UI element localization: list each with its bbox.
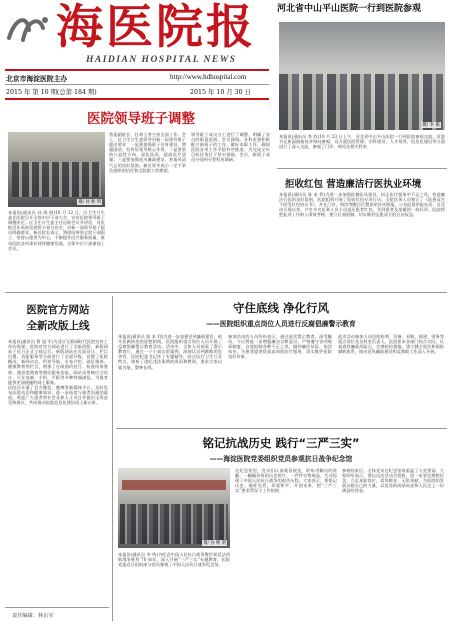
leadership-col1: 本报讯(通讯员 孙 海 朋)10 月 12 日，区卫生计生委在医院召开全体中层干部大会，宣布医院领导班子调整决定。区卫生计生委主任出席会议并讲话，对医院近年来的发展给予充分肯定，对新一届领导班子提出明确要求。新任院长表示，将团结带领全院干部职工，坚持以患者为中心，不断提升医疗服务质量，推动医院各项事业持续健康发展。全体中层干部参加了会议。 xyxy=(8,210,105,251)
masthead-rule-bottom xyxy=(5,98,269,100)
integrity-col2: 参加活动的人员纷纷表示，通过此次警示教育，深受触动，今后将进一步增强廉洁自律意识，严格遵守各项规章制度，自觉抵制各种不正之风，做到廉洁从医、依法执业，为患者提供优质高效的医疗服务，切实维护医院良好形象。 xyxy=(228,334,332,360)
history-col1: 本报讯(通讯员 李 鸣)为纪念中国人民抗日战争暨世界反法西斯战争胜利 70 周年，深入开展“三严三实”专题教育，医院党委近日组织部分党员参观了中国人民抗日战争纪念馆。 xyxy=(118,552,230,568)
integrity-col3: 此次活动参加人员包括药剂、设备、采购、基建、财务等重点岗位及各科室负责人。医院要求各部门结合实际，认真查找廉政风险点，完善防控措施，建立健全惩治和预防腐败体系，推动党风廉政建设和反腐败工作深入开展。 xyxy=(338,334,444,355)
masthead-rule-mid xyxy=(5,84,269,85)
leadership-photo xyxy=(8,132,105,207)
top-right-photo-caption: 摄/ 李 歌 xyxy=(422,123,440,128)
masthead-date: 2015 年 10 月 30 日 xyxy=(190,89,251,96)
integrity-col1: 本报讯(通讯员 陈 本 利)为进一步加强党风廉政建设，筑牢拒腐防变的思想防线，医院组织重点岗位人员开展了反腐倡廉警示教育活动。活动中，全体人员观看了警示教育片，通过一个个真实的案例，深刻认识到腐败的危害性。医院纪委书记作了专题辅导，结合医疗卫生行业特点，剖析了违纪违法案例的成因和教训，要求大家以案为鉴，警钟长鸣。 xyxy=(118,334,222,370)
masthead-logo xyxy=(5,8,55,48)
divider-lower xyxy=(116,428,447,429)
divider-vertical xyxy=(112,296,113,621)
history-photo-caption: 摄/ 孙 继 明 xyxy=(203,541,226,546)
leadership-photo-caption: 摄/ 孙 继 明 xyxy=(78,200,101,205)
history-headline: 铭记抗战历史 践行“三严三实” xyxy=(202,436,360,450)
masthead-issue: 2015 年 第 10 期(总第 184 期) xyxy=(6,89,97,96)
website-body: 本报讯(通讯员 曹 旭 军)为适应互联网时代医院宣传工作的需要，医院对官方网站进行了全新改版，新版网站于近日正式上线运行。新版网站在页面设计、栏目设置、功能服务等方面进行了全面升级，设置了医院概况、新闻动态、科室导航、专家介绍、就医指南、健康教育等栏目，增加了在线预约挂号、检查结果查询、满意度调查等便民服务功能。网站采用响应式设计，可在电脑、手机、平板等多种终端浏览，为患者提供更加便捷的网上服务。 医院还开通了官方微信、微博等新媒体平台，及时发布医院动态和健康知识，进一步拓宽与患者沟通的渠道。欢迎广大患者和社会各界人士关注并提出宝贵意见和建议，共同推动医院信息化建设再上新台阶。 xyxy=(8,339,108,406)
top-right-headline: 河北省中山平山医院一行到医院参观 xyxy=(277,4,422,14)
top-right-photo xyxy=(279,22,445,130)
leadership-col2: 常委副院长、任命王秀主持全面工作。会上，区卫生计生委领导对新一届领导班子提出要求：一是要加强班子自身建设，增强团结，发挥好领导核心作用；二是要坚持公益性方向，深化医改，提高医疗质量；三是要加强党风廉政建设，营造风清气正的良好氛围。新任领导表示一定不辜负组织的信任和全院职工的期望。 xyxy=(109,132,186,173)
divider-main xyxy=(5,292,447,293)
editor-rule xyxy=(5,607,109,608)
masthead-english: HAIDIAN HOSPITAL NEWS xyxy=(86,55,237,65)
hospital-logo-icon xyxy=(5,8,55,48)
history-col3: 参观结束后，全体党员在纪念馆前重温了入党誓词。大家纷纷表示，要以这次活动为契机，进一步坚定理想信念，立足本职岗位，爱岗敬业，无私奉献，为医院的发展贡献自己的力量，以优异的成绩向党和人民交上一份满意的答卷。 xyxy=(342,468,444,494)
website-headline-line2: 全新改版上线 xyxy=(26,320,90,332)
masthead-rule-top xyxy=(5,69,269,71)
website-headline-line1: 医院官方网站 xyxy=(26,304,90,316)
masthead-url[interactable]: http://www.hdhospital.com xyxy=(170,73,247,81)
integrity-subhead: ——医院组织重点岗位人员进行反腐倡廉警示教育 xyxy=(206,320,356,328)
top-right-body: 本报讯(通讯员 李 欣)10 月 23 日上午，河北省中山平山医院一行到医院参观交流。党委书记崔淑娟接待并陪同参观，双方就医院管理、学科建设、人才培养、信息化建设等方面进行了深入交流，参观了门诊、病房及相关科室。 xyxy=(279,134,445,150)
masthead-sponsor: 北京市海淀医院主办 xyxy=(6,75,68,83)
leadership-col3: 领导班子成员分工进行了调整，明确了各自的职责范围。会议强调，各科室要积极配合新班子的工作，做好本职工作，确保医院各项工作平稳有序推进，为完成全年目标任务打下坚实基础。会后，新班子成员分别到分管科室调研。 xyxy=(191,132,270,163)
leadership-headline: 医院领导班子调整 xyxy=(87,111,195,127)
integrity-headline: 守住底线 净化行风 xyxy=(232,301,329,315)
masthead-title: 海医院报 xyxy=(56,0,256,55)
editor-credit: 责任编辑：林京军 xyxy=(12,613,54,619)
history-photo xyxy=(118,468,230,548)
history-col2: 在纪念馆里，党员们认真观看展览，聆听讲解员的讲解，一幅幅珍贵的历史图片、一件件实物展品，生动再现了中国人民抗日战争的艰苦历程。大家表示，要铭记历史、缅怀先烈，珍爱和平、开创未来，把“三严三实”要求贯穿于工作始终。 xyxy=(235,468,337,494)
divider-right-1 xyxy=(277,168,447,169)
red-envelope-headline: 拒收红包 营造廉洁行医执业环境 xyxy=(285,179,422,190)
red-envelope-body: 本报讯(通讯员 陈 本 利)为进一步加强医德医风建设，纠正医疗服务中不正之风，营造廉洁行医的良好氛围，医院组织开展了拒收红包专项行动。全院医务人员签订了《医患双方不收受红包协议书》，并在门诊、病房等醒目位置张贴宣传海报，公布监督举报电话。自活动开展以来，共有多名医务人员主动退还患者红包，受到患者及家属的一致好评。医院将把此项工作纳入绩效考核，建立长效机制，切实维护医患双方的合法权益。 xyxy=(279,192,445,218)
history-subhead: ——海淀医院党委组织党员参观抗日战争纪念馆 xyxy=(209,455,353,463)
